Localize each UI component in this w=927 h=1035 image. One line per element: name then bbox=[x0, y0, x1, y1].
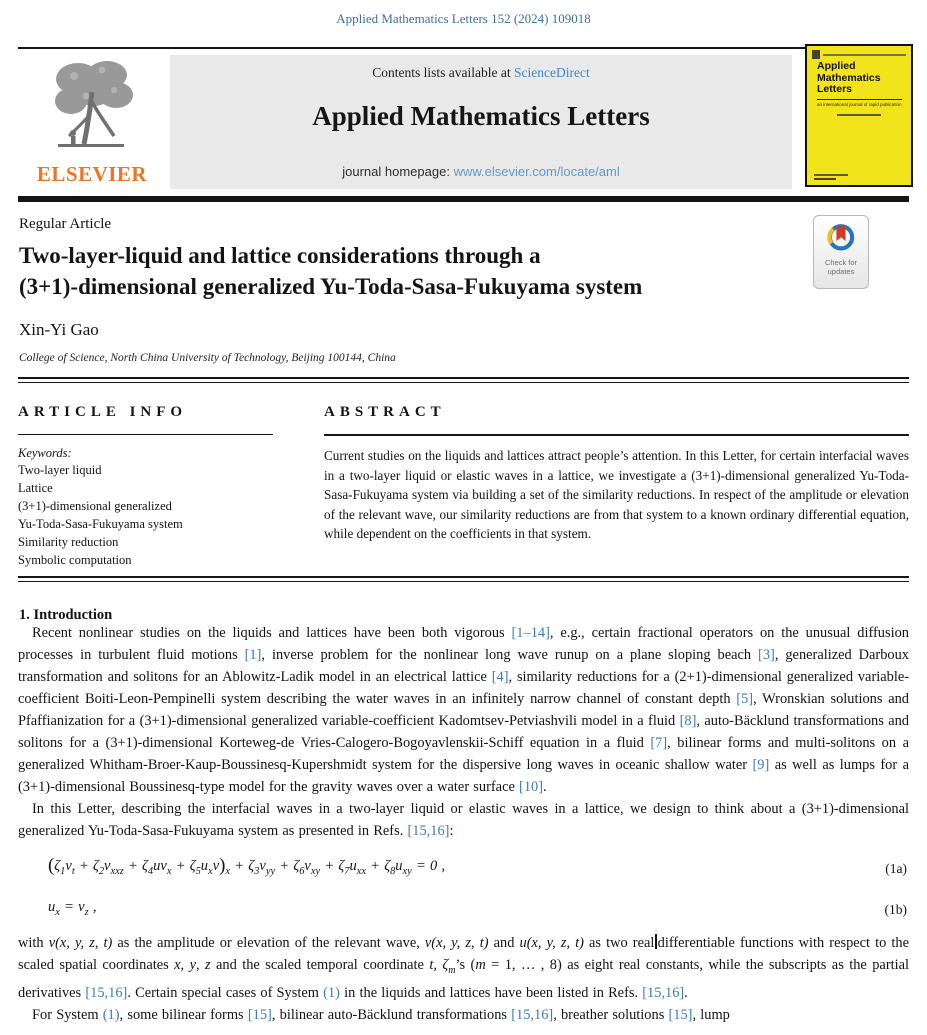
cover-title-line: Applied bbox=[817, 60, 856, 72]
citation-ref[interactable]: (1) bbox=[323, 984, 340, 1001]
journal-title: Applied Mathematics Letters bbox=[312, 101, 650, 131]
author-affiliation: College of Science, North China University of Technology, Beijing 100144, China bbox=[19, 352, 396, 364]
text-segment: For System bbox=[32, 1006, 103, 1023]
text-segment: = 1, … , 8) as eight real constants, while the subscripts as the partial derivatives bbox=[18, 956, 909, 1001]
masthead-bottom-rule bbox=[18, 196, 909, 202]
text-segment: m bbox=[475, 956, 486, 973]
article-type-label: Regular Article bbox=[19, 216, 112, 232]
article-title-line1: Two-layer-liquid and lattice considerations through a bbox=[19, 243, 541, 268]
article-title-line2: (3+1)-dimensional generalized Yu-Toda-Sasa-Fukuyama system bbox=[19, 274, 643, 299]
elsevier-wordmark: ELSEVIER bbox=[36, 162, 148, 186]
text-segment: ’s ( bbox=[455, 956, 476, 973]
cover-top-line bbox=[823, 54, 906, 56]
text-segment: , similarity reductions for a (2+1)-dimensional generalized variable-coefficient Boiti-Leon-Pempinelli system describing the water waves in an infinitely narrow channel of constant depth bbox=[18, 669, 909, 707]
article-info-rule bbox=[18, 434, 273, 435]
keyword-item: Lattice bbox=[18, 481, 53, 495]
cover-title-line: Letters bbox=[817, 83, 853, 96]
cover-mid-line bbox=[837, 114, 881, 116]
text-segment: , lump bbox=[692, 1006, 730, 1023]
sciencedirect-link[interactable]: ScienceDirect bbox=[514, 65, 590, 80]
text-segment: in the liquids and lattices have been listed in Refs. bbox=[339, 984, 643, 1001]
text-segment: : bbox=[449, 823, 454, 839]
text-segment: differentiable functions with respect to the scaled spatial coordinates bbox=[18, 934, 910, 973]
section-heading-introduction: 1. Introduction bbox=[19, 607, 113, 623]
text-segment: Recent nonlinear studies on the liquids and lattices have been both vigorous bbox=[32, 625, 512, 641]
header-top-rule bbox=[18, 47, 909, 49]
text-segment: In this Letter, describing the interfacial waves in a two-layer liquid or elastic waves in a lattice, we design to think about a (3+1)-dimensional generalized Yu-Toda-Sasa-Fukuyama system as presented in Refs. bbox=[18, 801, 909, 839]
text-segment: x bbox=[174, 956, 181, 973]
citation-ref[interactable]: [9] bbox=[752, 757, 770, 773]
masthead-band bbox=[170, 55, 792, 189]
equation-1a: $(\zeta_1v_t + \zeta_2v_{xxz} + \zeta_4uv_x + \zeta_5u_xv)_x + \zeta_3v_{yy} + \zeta_6v_{xy} + \zeta_7u_{xx} + \zeta_8u_{xy} = 0$ , bbox=[48, 855, 446, 877]
text-segment: y bbox=[189, 956, 196, 973]
text-segment: . bbox=[684, 984, 688, 1001]
citation-ref[interactable]: [1] bbox=[244, 647, 262, 663]
text-segment: t bbox=[429, 956, 434, 973]
keyword-item: Yu-Toda-Sasa-Fukuyama system bbox=[18, 517, 183, 531]
equation-1b-row bbox=[18, 896, 909, 924]
text-segment: , inverse problem for the nonlinear long wave runup on a plane sloping beach bbox=[261, 647, 759, 663]
text-segment: , bbox=[180, 956, 190, 973]
citation-ref[interactable]: [3] bbox=[758, 647, 775, 663]
cover-logo-mark-icon bbox=[812, 50, 820, 59]
introduction-body bbox=[18, 622, 909, 1026]
text-segment: v(x, y, z, t) bbox=[424, 934, 489, 951]
abstract-rule bbox=[324, 434, 909, 436]
text-segment: z bbox=[204, 956, 211, 973]
abstract-text: Current studies on the liquids and lattices attract people’s attention. In this Letter, for certain interfacial waves in a two-layer liquid or elastic waves in a lattice, we investigate a (3+1)-dimensional generalized Yu-Toda-Sasa-Fukuyama system via building a set of the similarity reductions. In respect of the amplitude or elevation of the relevant wave, our similarity reductions are from that system to a known ordinary differential equation, while dependent on the coefficients in that system. bbox=[324, 448, 909, 541]
author-name: Xin-Yi Gao bbox=[19, 320, 99, 339]
text-segment: as two real bbox=[583, 934, 655, 951]
text-segment: . Certain special cases of System bbox=[127, 984, 324, 1001]
abstract-column bbox=[324, 404, 909, 544]
text-segment: , some bilinear forms bbox=[119, 1006, 248, 1023]
citation-ref[interactable]: [15] bbox=[247, 1006, 272, 1023]
citation-ref[interactable]: [15,16] bbox=[85, 984, 128, 1001]
citation-ref[interactable]: [10] bbox=[519, 779, 544, 795]
elsevier-logo bbox=[22, 56, 162, 198]
citation-ref[interactable]: [15,16] bbox=[511, 1006, 554, 1023]
citation-ref[interactable]: [7] bbox=[650, 735, 668, 751]
keyword-item: Similarity reduction bbox=[18, 535, 119, 549]
keywords-label: Keywords: bbox=[18, 446, 72, 460]
article-info-heading: ARTICLE INFO bbox=[18, 404, 188, 420]
crossmark-icon bbox=[826, 220, 856, 253]
journal-cover-thumbnail[interactable] bbox=[805, 44, 913, 187]
journal-citation-header: Applied Mathematics Letters 152 (2024) 109018 bbox=[336, 11, 591, 26]
text-segment: as well as lumps for a (3+1)-dimensional Boussinesq-type model for the gravity waves over a water surface bbox=[18, 757, 909, 795]
info-section-bottom-rule bbox=[18, 576, 909, 582]
text-segment: , generalized Darboux transformation and solitons for an Ablowitz-Ladik model in an electrical lattice bbox=[18, 647, 909, 685]
text-segment: v(x, y, z, t) bbox=[48, 934, 113, 951]
text-caret bbox=[655, 934, 656, 949]
citation-ref[interactable]: [15] bbox=[668, 1006, 693, 1023]
contents-line-prefix: Contents lists available at bbox=[372, 65, 514, 80]
article-title bbox=[19, 240, 789, 302]
intro-paragraph-4 bbox=[18, 1004, 909, 1026]
cover-subtitle: an international journal of rapid publication bbox=[817, 101, 902, 107]
check-for-updates-badge[interactable] bbox=[813, 215, 869, 289]
homepage-url-link[interactable]: www.elsevier.com/locate/aml bbox=[453, 164, 620, 179]
citation-ref[interactable]: (1) bbox=[102, 1006, 120, 1023]
citation-ref[interactable]: [15,16] bbox=[642, 984, 685, 1001]
cover-title-line: Mathematics bbox=[817, 71, 881, 84]
text-segment: and the scaled temporal coordinate bbox=[210, 956, 430, 973]
citation-ref[interactable]: [5] bbox=[736, 691, 754, 707]
cover-title bbox=[817, 61, 911, 96]
text-segment: and bbox=[488, 934, 520, 951]
article-info-column bbox=[18, 404, 280, 569]
info-section-top-rule bbox=[18, 377, 909, 383]
text-segment: as the amplitude or elevation of the relevant wave, bbox=[112, 934, 425, 951]
text-segment: , bilinear forms and multi-solitons on a generalized Whitham-Broer-Kaup-Boussinesq-Kupershmidt system for the dispersive long waves in oceanic shallow water bbox=[18, 735, 909, 773]
equation-1a-label: (1a) bbox=[885, 860, 907, 876]
abstract-heading: ABSTRACT bbox=[324, 404, 446, 420]
citation-ref[interactable]: [4] bbox=[491, 669, 509, 685]
check-for-updates-label: Check for updates bbox=[824, 258, 858, 276]
text-segment: ζ bbox=[442, 956, 449, 973]
text-segment: , bbox=[433, 956, 443, 973]
homepage-prefix: journal homepage: bbox=[342, 164, 454, 179]
text-segment: u(x, y, z, t) bbox=[519, 934, 584, 951]
text-segment: with bbox=[18, 934, 49, 951]
cover-rule bbox=[817, 99, 902, 100]
text-segment: , bbox=[195, 956, 205, 973]
text-segment: , auto-Bäcklund transformations and solitons for a (3+1)-dimensional Korteweg-de Vries-Calogero-Bogoyavlenskii-Schiff equation in a fluid bbox=[18, 713, 910, 751]
equation-1b-label: (1b) bbox=[884, 901, 907, 917]
text-segment: , bilinear auto-Bäcklund transformations bbox=[271, 1006, 512, 1023]
equation-1a-row bbox=[18, 855, 909, 883]
contents-line bbox=[170, 65, 792, 81]
keyword-item: (3+1)-dimensional generalized bbox=[18, 499, 172, 513]
journal-homepage-line bbox=[170, 164, 792, 179]
keyword-item: Two-layer liquid bbox=[18, 463, 102, 477]
cover-top-strip bbox=[812, 50, 906, 59]
equation-1b: $u_x = v_z$ , bbox=[48, 898, 97, 918]
elsevier-tree-icon bbox=[44, 56, 140, 160]
cover-bottom-lines bbox=[814, 174, 848, 180]
citation-ref[interactable]: [8] bbox=[679, 713, 697, 729]
intro-paragraph-1 bbox=[18, 622, 909, 798]
text-segment: , Wronskian solutions and Pfaffianization for a (3+1)-dimensional generalized variable-coefficient Kadomtsev-Petviashvili model in a fluid bbox=[18, 691, 910, 729]
citation-ref[interactable]: [1–14] bbox=[511, 625, 550, 641]
text-segment: m bbox=[448, 964, 456, 976]
intro-paragraph-2 bbox=[18, 798, 909, 842]
citation-ref[interactable]: [15,16] bbox=[407, 823, 450, 839]
intro-paragraph-3 bbox=[18, 932, 909, 1004]
text-segment: , breather solutions bbox=[553, 1006, 669, 1023]
text-segment: , e.g., certain fractional operators on the unusual diffusion processes in turbulent fluid motions bbox=[18, 625, 909, 663]
text-segment: . bbox=[543, 779, 547, 795]
keyword-item: Symbolic computation bbox=[18, 553, 132, 567]
